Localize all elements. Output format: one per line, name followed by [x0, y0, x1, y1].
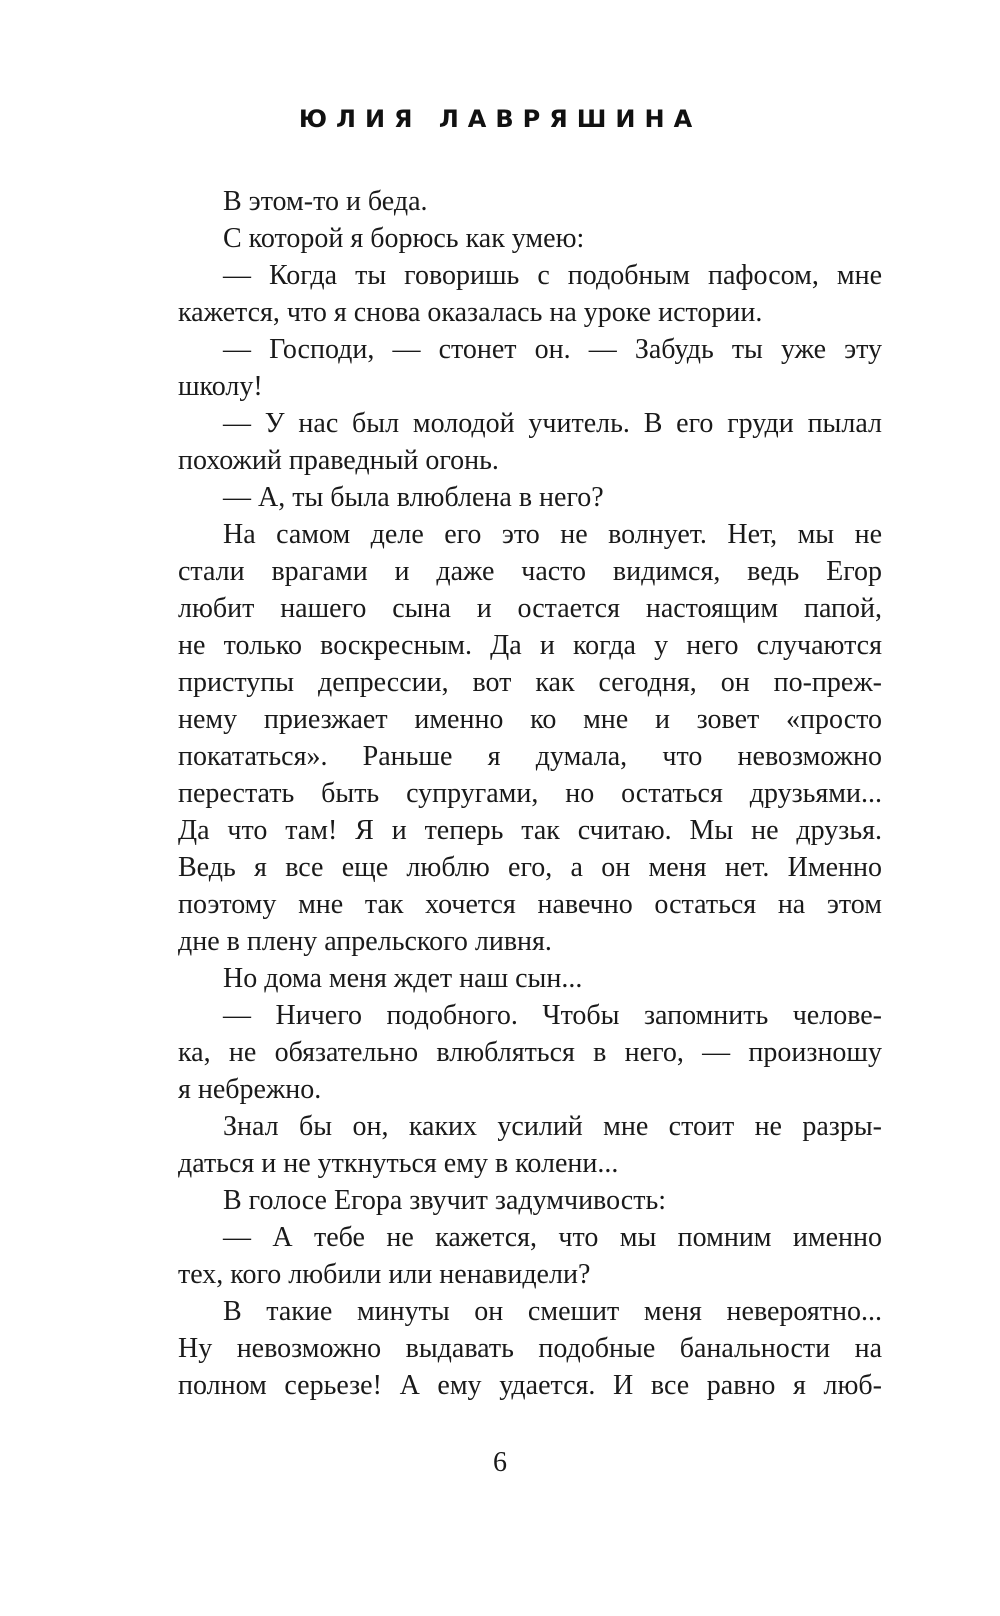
text-line: любит нашего сына и остается настоящим папой, [178, 593, 882, 624]
text-line: В этом-то и беда. [223, 186, 428, 217]
text-line: — У нас был молодой учитель. В его груди пылал [223, 408, 882, 439]
text-line: похожий праведный огонь. [178, 445, 499, 476]
text-line: — А тебе не кажется, что мы помним именно [223, 1222, 882, 1253]
text-line: Ну невозможно выдавать подобные банальности на [178, 1333, 882, 1364]
body-text [178, 183, 882, 1404]
text-line: приступы депрессии, вот как сегодня, он по-преж- [178, 667, 882, 698]
text-line: кажется, что я снова оказалась на уроке истории. [178, 297, 763, 328]
text-line: В такие минуты он смешит меня невероятно... [223, 1296, 882, 1327]
text-line: покататься». Раньше я думала, что невозможно [178, 741, 882, 772]
text-line: Но дома меня ждет наш сын... [223, 963, 583, 994]
text-line: Да что там! Я и теперь так считаю. Мы не друзья. [178, 815, 882, 846]
text-line: В голосе Егора звучит задумчивость: [223, 1185, 666, 1216]
running-head-author: ЮЛИЯ ЛАВРЯШИНА [298, 105, 702, 133]
text-line: — Когда ты говоришь с подобным пафосом, мне [223, 260, 882, 291]
text-line: С которой я борюсь как умею: [223, 223, 585, 254]
text-line: я небрежно. [178, 1074, 322, 1105]
page-number: 6 [493, 1447, 507, 1478]
text-line: — А, ты была влюблена в него? [223, 482, 604, 513]
text-line: школу! [178, 371, 263, 402]
text-line: не только воскресным. Да и когда у него случаются [178, 630, 882, 661]
text-line: ка, не обязательно влюбляться в него, — произношу [178, 1037, 882, 1068]
text-line: перестать быть супругами, но остаться друзьями... [178, 778, 882, 809]
text-line: Знал бы он, каких усилий мне стоит не разры- [223, 1111, 882, 1142]
text-line: — Ничего подобного. Чтобы запомнить челове- [223, 1000, 882, 1031]
text-line: дне в плену апрельского ливня. [178, 926, 552, 957]
text-line: — Господи, — стонет он. — Забудь ты уже эту [223, 334, 882, 365]
text-line: Ведь я все еще люблю его, а он меня нет. Именно [178, 852, 882, 883]
text-line: полном серьезе! А ему удается. И все равно я люб- [178, 1370, 882, 1401]
text-line: стали врагами и даже часто видимся, ведь Егор [178, 556, 882, 587]
text-line: На самом деле его это не волнует. Нет, мы не [223, 519, 882, 550]
text-line: поэтому мне так хочется навечно остаться на этом [178, 889, 882, 920]
text-line: нему приезжает именно ко мне и зовет «просто [178, 704, 882, 735]
text-line: даться и не уткнуться ему в колени... [178, 1148, 619, 1179]
text-line: тех, кого любили или ненавидели? [178, 1259, 591, 1290]
